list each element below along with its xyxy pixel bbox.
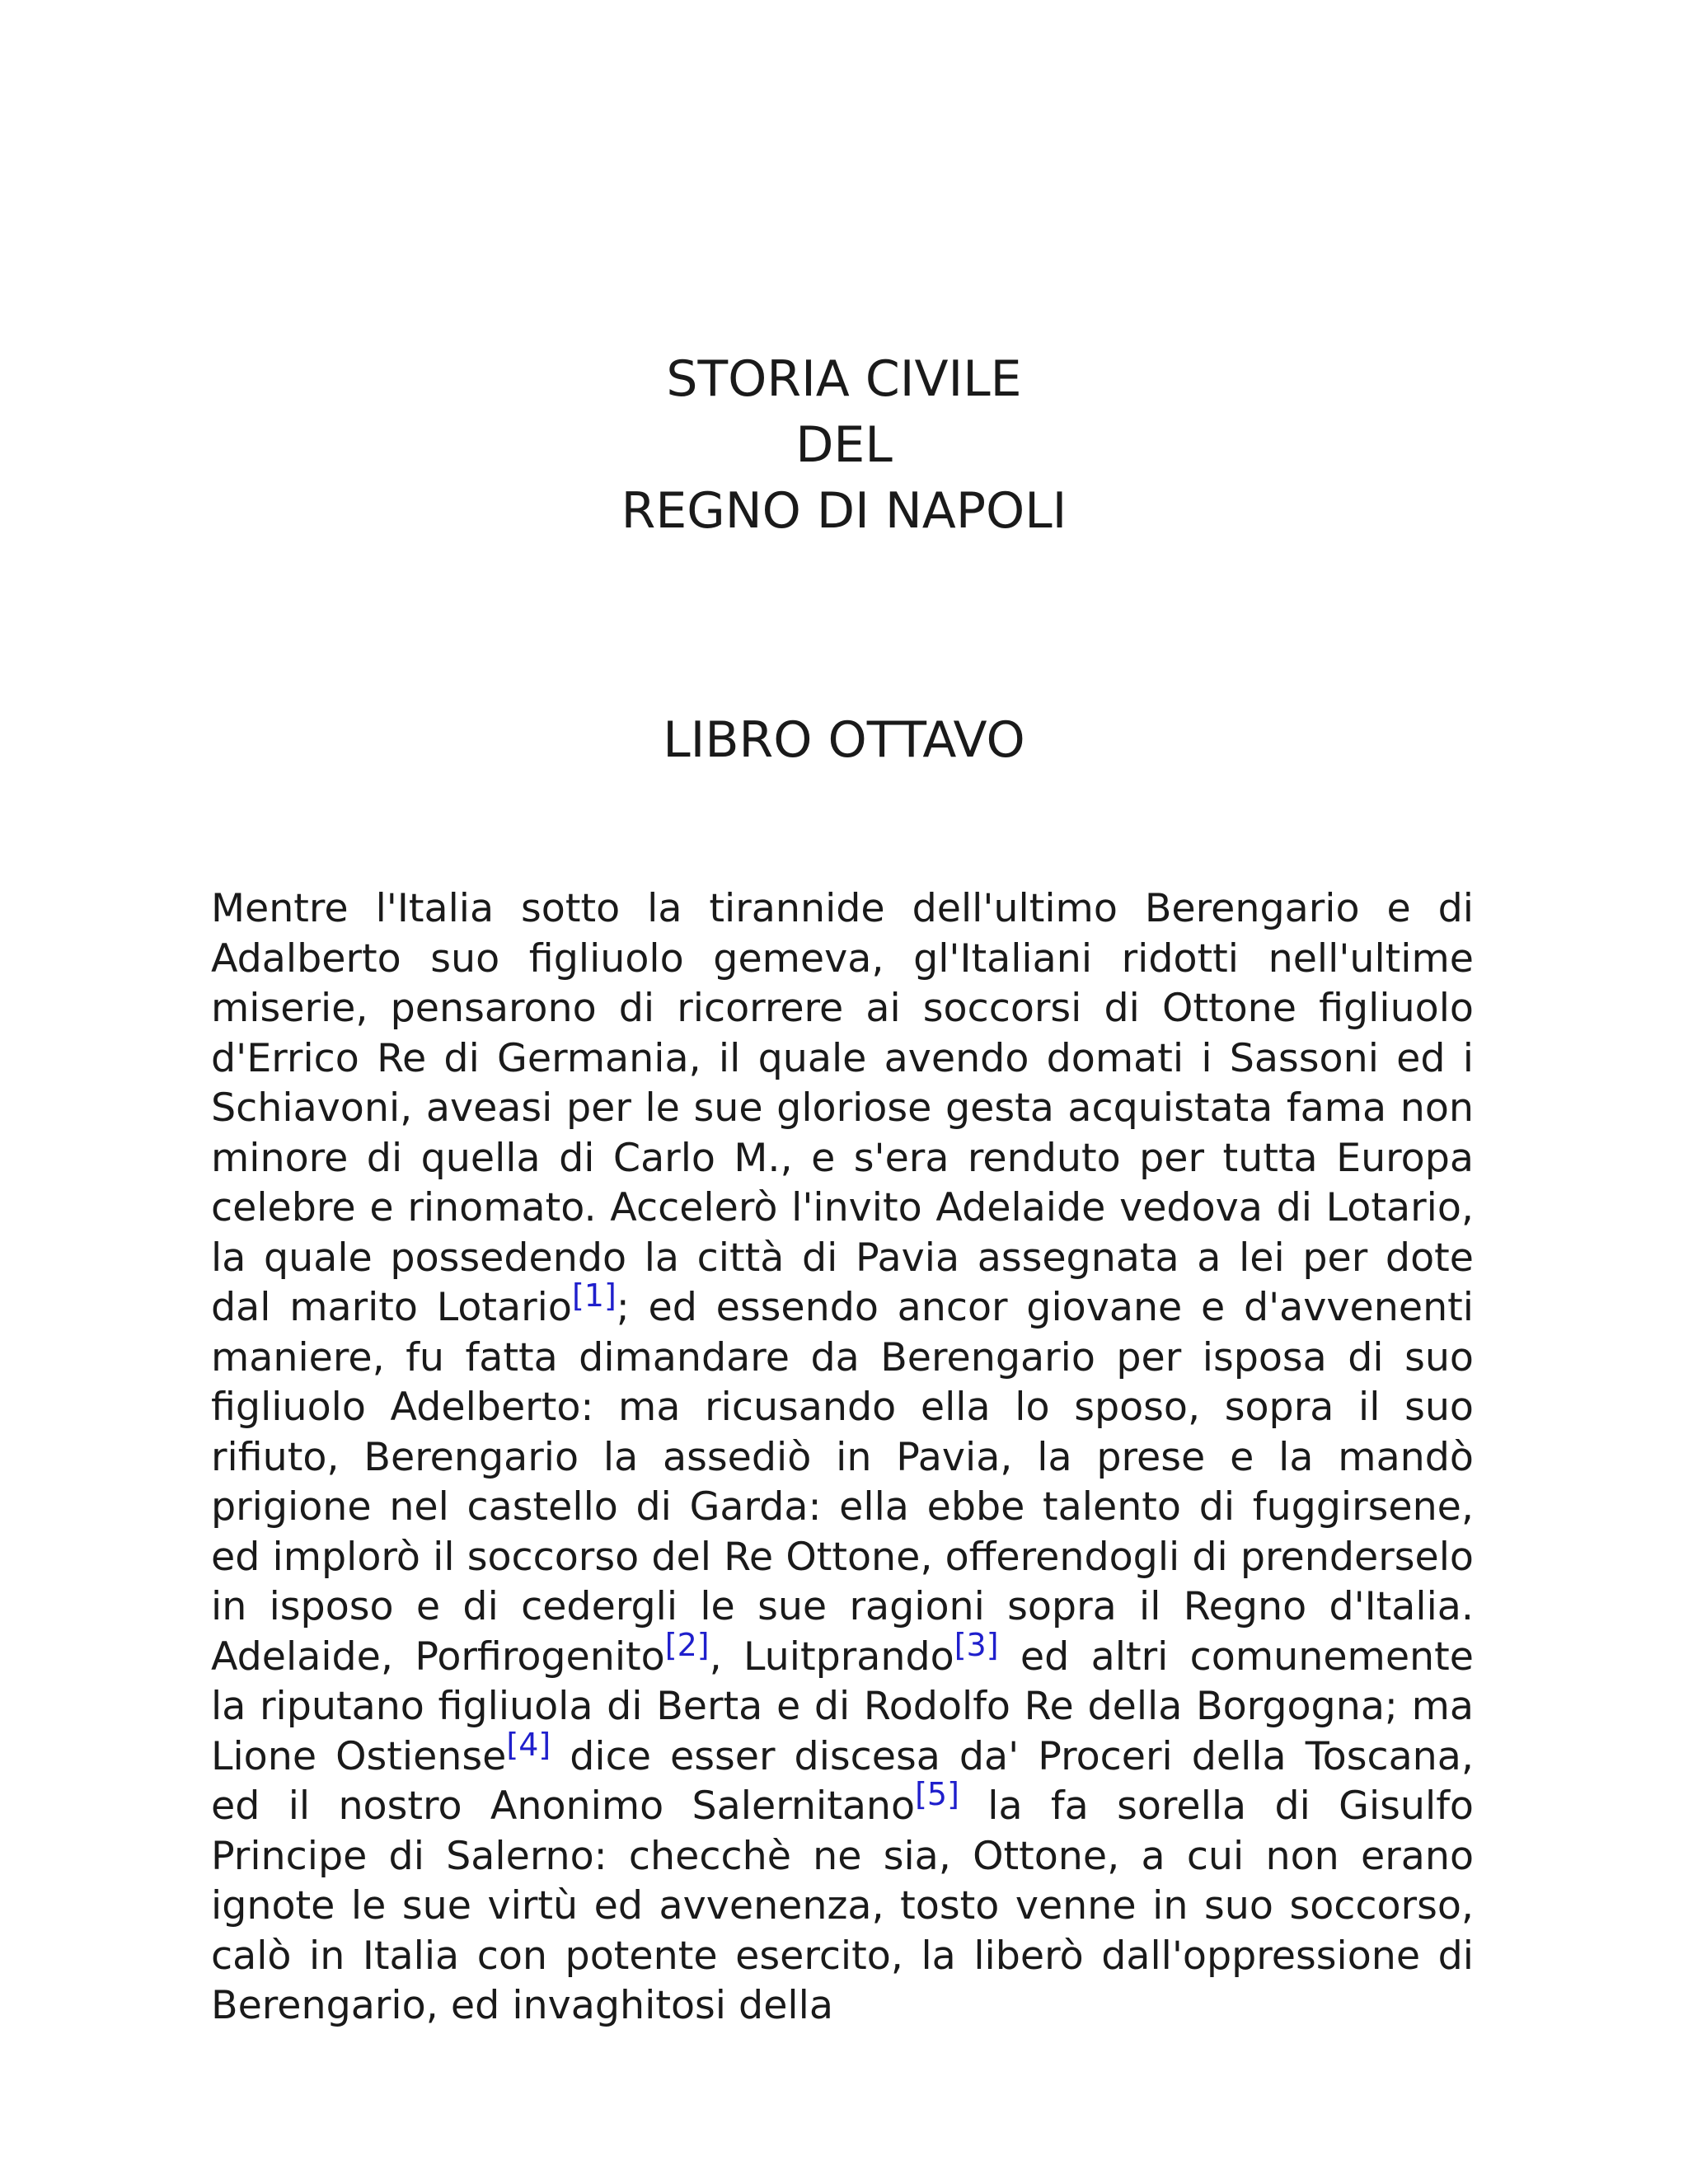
footnote-link-4[interactable]: [4] (506, 1726, 551, 1763)
book-heading: LIBRO OTTAVO (663, 711, 1025, 769)
footnote-link-3[interactable]: [3] (954, 1626, 999, 1663)
title-line-2: DEL (795, 416, 893, 474)
paragraph-text: , Luitprando (709, 1633, 954, 1680)
footnote-link-1[interactable]: [1] (571, 1277, 617, 1314)
document-title (0, 346, 1688, 544)
paragraph-text: ed altri comunemente la riputano figliuola di Berta e di Rodolfo Re della Borgogna; ma Lione Ostiense (211, 1633, 1475, 1779)
body-paragraph (211, 884, 1474, 2032)
footnote-link-2[interactable]: [2] (664, 1626, 710, 1663)
paragraph-text: dice esser discesa da' Proceri della Toscana, ed il nostro Anonimo Salernitano (211, 1733, 1474, 1829)
paragraph-text: Mentre l'Italia sotto la tirannide dell'ultimo Berengario e di Adalberto suo figliuolo gemeva, gl'Italiani ridotti nell'ultime miserie, pensarono di ricorrere ai soccorsi di Ottone figliuolo d'Errico Re di Germania, il quale avendo domati i Sassoni ed i Schiavoni, aveasi per le sue gloriose gesta acquistata fama non minore di quella di Carlo M., e s'era renduto per tutta Europa celebre e rinomato. Accelerò l'invito Adelaide vedova di Lotario, la quale possedendo la città di Pavia assegnata a lei per dote dal marito Lotario (211, 886, 1474, 1330)
paragraph-text: ; ed essendo ancor giovane e d'avvenenti maniere, fu fatta dimandare da Berengario per isposa di suo figliuolo Adelberto: ma ricusando ella lo sposo, sopra il suo rifiuto, Berengario la assediò in Pavia, la prese e la mandò prigione nel castello di Garda: ella ebbe talento di fuggirsene, ed implorò il soccorso del Re Ottone, offerendogli di prenderselo in isposo e di cedergli le sue ragioni sopra il Regno d'Italia. Adelaide, Porfirogenito (211, 1285, 1474, 1680)
title-line-1: STORIA CIVILE (666, 350, 1022, 408)
title-line-3: REGNO DI NAPOLI (621, 482, 1067, 540)
footnote-link-5[interactable]: [5] (915, 1776, 959, 1812)
paragraph-text: la fa sorella di Gisulfo Principe di Salerno: checchè ne sia, Ottone, a cui non erano ignote le sue virtù ed avvenenza, tosto venne in suo soccorso, calò in Italia con potente esercito, la liberò dall'oppressione di Berengario, ed invaghitosi della (211, 1783, 1474, 2028)
